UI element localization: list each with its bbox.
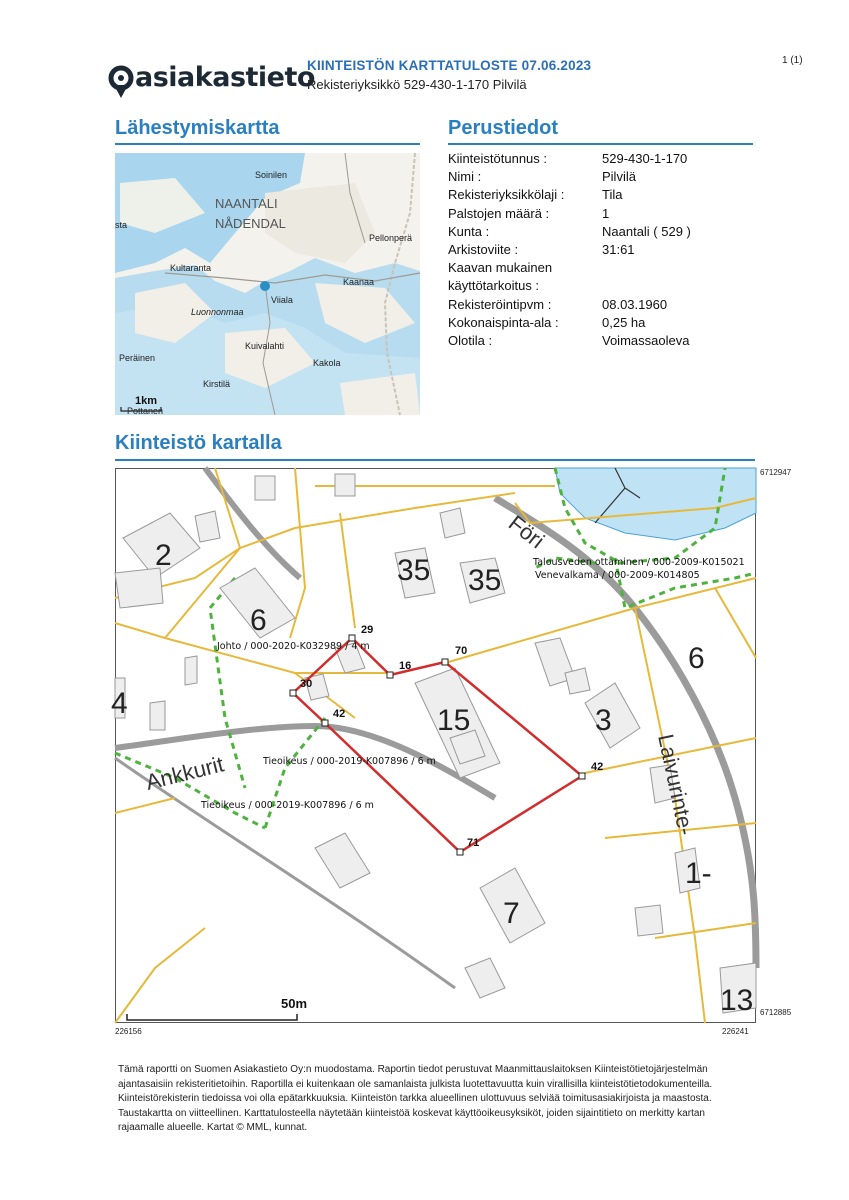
place-label: sta xyxy=(115,220,128,230)
coord-top-right: 6712947 xyxy=(760,468,792,477)
info-label: käyttötarkoitus : xyxy=(448,278,540,294)
easement-label: Tieoikeus / 000-2019-K007896 / 6 m xyxy=(263,756,436,767)
point-label: 29 xyxy=(361,624,374,636)
info-value: Tila xyxy=(602,187,623,203)
easement-label: Venevalkama / 000-2009-K014805 xyxy=(535,570,700,581)
point-label: 30 xyxy=(300,678,313,690)
place-label: Pellonperä xyxy=(369,233,413,243)
place-label: Soinilen xyxy=(255,170,288,180)
road-name: Laivurinte- xyxy=(653,731,699,838)
approach-map xyxy=(115,153,420,415)
info-value: 0,25 ha xyxy=(602,314,646,330)
property-map-divider xyxy=(115,459,755,461)
easement-label: Talousveden ottaminen / 000-2009-K015021 xyxy=(533,557,745,568)
report-subtitle: Rekisteriyksikkö 529-430-1-170 Pilvilä xyxy=(307,77,527,92)
lot-number: 15 xyxy=(437,704,471,737)
info-value: Voimassaoleva xyxy=(602,333,690,348)
lot-number: 1- xyxy=(685,857,712,890)
place-label-naantali: NAANTALI xyxy=(215,196,278,211)
info-value: Naantali ( 529 ) xyxy=(602,223,691,239)
lot-number: 7 xyxy=(503,897,520,930)
info-label: Kiinteistötunnus : xyxy=(448,151,548,166)
location-pin-icon xyxy=(108,65,136,101)
basic-info-title: Perustiedot xyxy=(448,117,559,139)
coord-bottom-right-x: 226241 xyxy=(722,1027,749,1036)
info-label: Nimi : xyxy=(448,169,482,185)
place-label: Pottanen xyxy=(127,406,164,416)
lot-number: 35 xyxy=(397,554,431,587)
page-number: 1 (1) xyxy=(782,55,803,66)
report-title: KIINTEISTÖN KARTTATULOSTE 07.06.2023 xyxy=(307,58,592,73)
info-value: 31:61 xyxy=(602,242,635,257)
info-value: 529-430-1-170 xyxy=(602,151,688,166)
place-label: Kaanaa xyxy=(343,277,375,287)
brand-name: asiakastieto xyxy=(135,62,315,93)
approach-map-divider xyxy=(115,143,420,145)
lot-number: 3 xyxy=(595,704,612,737)
point-label: 70 xyxy=(455,645,468,657)
place-label: Peräinen xyxy=(119,353,156,363)
property-map xyxy=(111,468,756,1023)
property-map-scale: 50m xyxy=(281,996,308,1011)
disclaimer-text: Tämä raportti on Suomen Asiakastieto Oy:n muodostama. Raportin tiedot perustuvat Maanmittauslaitoksen Kiinteistötietojärjestelmän ajantasaisiin rekisteritietoihin. Raportilla ei kuitenkaan ole samanlaista julkista luotettavuutta kuin virallisilla kiinteistötietodokumenteilla. Kiinteistörekisterin tiedoissa voi olla epätarkkuuksia. Kiinteistön tarkka alueellinen ulottuvuus selviää toimitusasiakirjoista ja maastosta. Taustakartta on viitteellinen. Karttatulosteella näytetään kiinteistöä koskevat käyttöoikeusyksiköt, joiden sijaintitieto on merkitty kartan rajaamalle alueelle. Kartat © MML, kunnat. xyxy=(118,1064,713,1133)
lot-number: 2 xyxy=(155,539,172,572)
lot-number: 6 xyxy=(688,642,705,675)
info-label: Olotila : xyxy=(448,333,493,348)
info-label: Rekisteriyksikkölaji : xyxy=(448,187,565,203)
approach-map-title: Lähestymiskartta xyxy=(115,117,280,139)
info-value: 08.03.1960 xyxy=(602,296,668,312)
info-label: Kokonaispinta-ala : xyxy=(448,314,559,330)
basic-info-divider xyxy=(448,143,753,145)
info-label: Rekisteröintipvm : xyxy=(448,296,552,312)
road-name: Ankkurit xyxy=(143,751,227,795)
place-label-nadendal: NÅDENDAL xyxy=(215,216,286,231)
info-label: Kunta : xyxy=(448,223,490,239)
property-map-title: Kiinteistö kartalla xyxy=(115,432,282,454)
approach-map-scale: 1km xyxy=(135,395,158,407)
easement-label: Tieoikeus / 000-2019-K007896 / 6 m xyxy=(201,800,374,811)
point-label: 71 xyxy=(467,837,480,849)
point-label: 16 xyxy=(399,660,412,672)
info-label: Palstojen määrä : xyxy=(448,205,550,221)
point-label: 42 xyxy=(591,761,604,773)
place-label: Kuivalahti xyxy=(245,341,285,351)
coord-bottom-right: 6712885 xyxy=(760,1008,792,1017)
road-name: Föri xyxy=(503,510,550,554)
easement-label: Johto / 000-2020-K032989 / 4 m xyxy=(217,641,370,652)
point-label: 42 xyxy=(333,708,346,720)
lot-number: 4 xyxy=(111,687,128,720)
info-value: Pilvilä xyxy=(602,169,636,185)
lot-number: 35 xyxy=(468,564,502,597)
coord-bottom-left: 226156 xyxy=(115,1027,142,1036)
place-label: Viiala xyxy=(271,295,293,305)
lot-number: 6 xyxy=(250,604,267,637)
place-label: Luonnonmaa xyxy=(191,307,244,317)
info-label: Kaavan mukainen xyxy=(448,260,553,276)
place-label: Kakola xyxy=(313,358,341,368)
lot-number: 13 xyxy=(720,984,754,1017)
info-value: 1 xyxy=(602,205,610,221)
place-label: Kultaranta xyxy=(170,263,212,273)
place-label: Kirstilä xyxy=(203,379,231,389)
info-label: Arkistoviite : xyxy=(448,242,519,257)
